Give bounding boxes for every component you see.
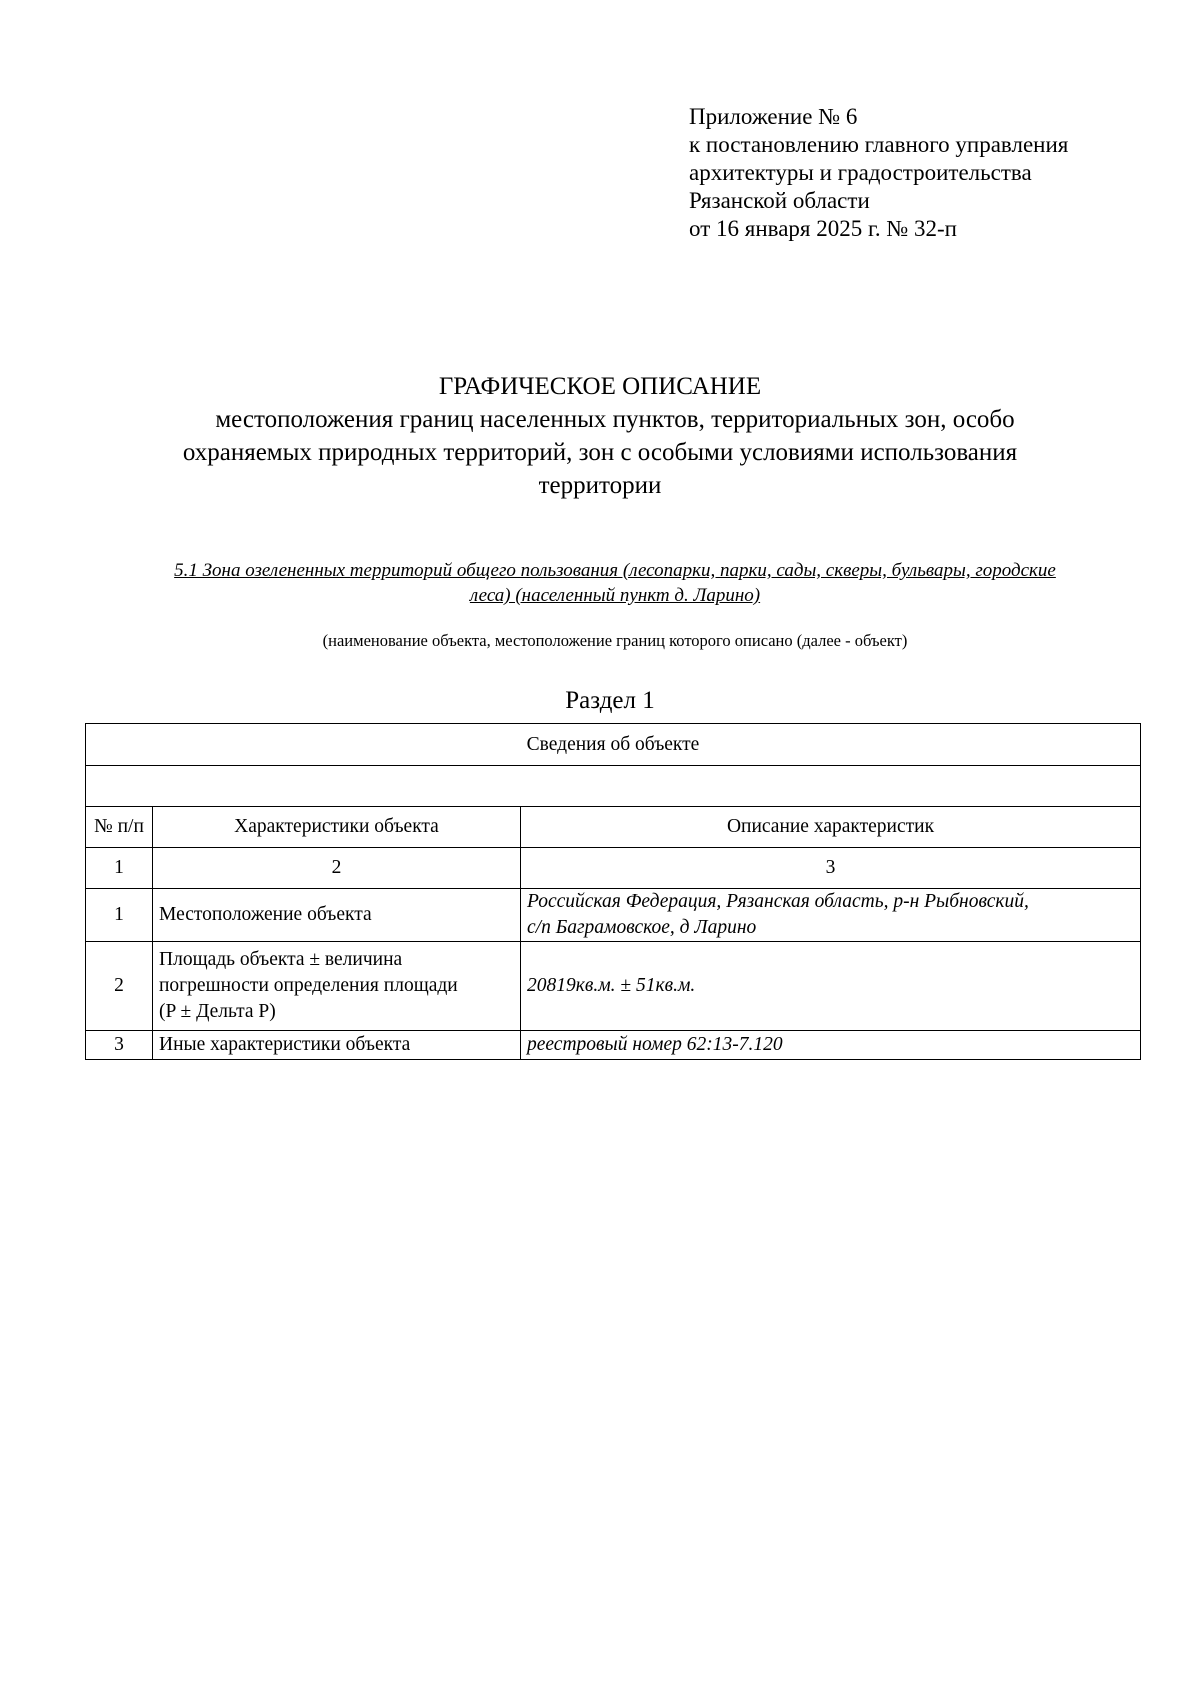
column-number: 2 bbox=[153, 848, 521, 889]
column-number: 1 bbox=[86, 848, 153, 889]
row-description: реестровый номер 62:13-7.120 bbox=[521, 1031, 1141, 1060]
document-title bbox=[60, 370, 1140, 502]
row-number: 2 bbox=[86, 942, 153, 1031]
appendix-line: архитектуры и градостроительства bbox=[689, 160, 1032, 185]
row-characteristic bbox=[153, 942, 521, 1031]
row-characteristic: Местоположение объекта bbox=[153, 889, 521, 942]
header-description: Описание характеристик bbox=[521, 807, 1141, 848]
appendix-line: Приложение № 6 bbox=[689, 104, 858, 129]
table-row bbox=[86, 889, 1141, 942]
table-blank-row bbox=[86, 766, 1141, 807]
row-description: 20819кв.м. ± 51кв.м. bbox=[521, 942, 1141, 1031]
object-name-line-2: леса) (населенный пункт д. Ларино) bbox=[469, 585, 761, 606]
table-header-row bbox=[86, 807, 1141, 848]
header-characteristic: Характеристики объекта bbox=[153, 807, 521, 848]
table-row bbox=[86, 942, 1141, 1031]
table-numbering-row bbox=[86, 848, 1141, 889]
appendix-line: к постановлению главного управления bbox=[689, 132, 1069, 157]
description-line: Российская Федерация, Рязанская область, р-н Рыбновский, bbox=[527, 891, 1029, 912]
table-row bbox=[86, 1031, 1141, 1060]
object-info-table bbox=[85, 723, 1141, 1060]
row-number: 1 bbox=[86, 889, 153, 942]
column-number: 3 bbox=[521, 848, 1141, 889]
title-line-4: территории bbox=[538, 472, 662, 499]
header-number: № п/п bbox=[86, 807, 153, 848]
object-name bbox=[90, 558, 1140, 608]
row-characteristic: Иные характеристики объекта bbox=[153, 1031, 521, 1060]
row-description bbox=[521, 889, 1141, 942]
appendix-header bbox=[689, 103, 1068, 243]
characteristic-line: погрешности определения площади bbox=[159, 975, 458, 996]
object-name-line-1: 5.1 Зона озелененных территорий общего пользования (лесопарки, парки, сады, скверы, бульвары, городские bbox=[174, 560, 1056, 581]
title-line-3: охраняемых природных территорий, зон с особыми условиями использования bbox=[182, 439, 1018, 466]
description-line: с/п Баграмовское, д Ларино bbox=[527, 917, 757, 938]
object-caption: (наименование объекта, местоположение границ которого описано (далее - объект) bbox=[322, 631, 908, 650]
appendix-line: Рязанской области bbox=[689, 188, 870, 213]
characteristic-line: Площадь объекта ± величина bbox=[159, 949, 403, 970]
characteristic-line: (P ± Дельта P) bbox=[159, 1001, 276, 1022]
title-line-2: местоположения границ населенных пунктов, территориальных зон, особо bbox=[215, 406, 1015, 433]
section-title: Раздел 1 bbox=[565, 687, 655, 714]
appendix-line: от 16 января 2025 г. № 32-п bbox=[689, 216, 957, 241]
row-number: 3 bbox=[86, 1031, 153, 1060]
table-title: Сведения об объекте bbox=[86, 724, 1141, 766]
title-line-1: ГРАФИЧЕСКОЕ ОПИСАНИЕ bbox=[438, 373, 762, 400]
